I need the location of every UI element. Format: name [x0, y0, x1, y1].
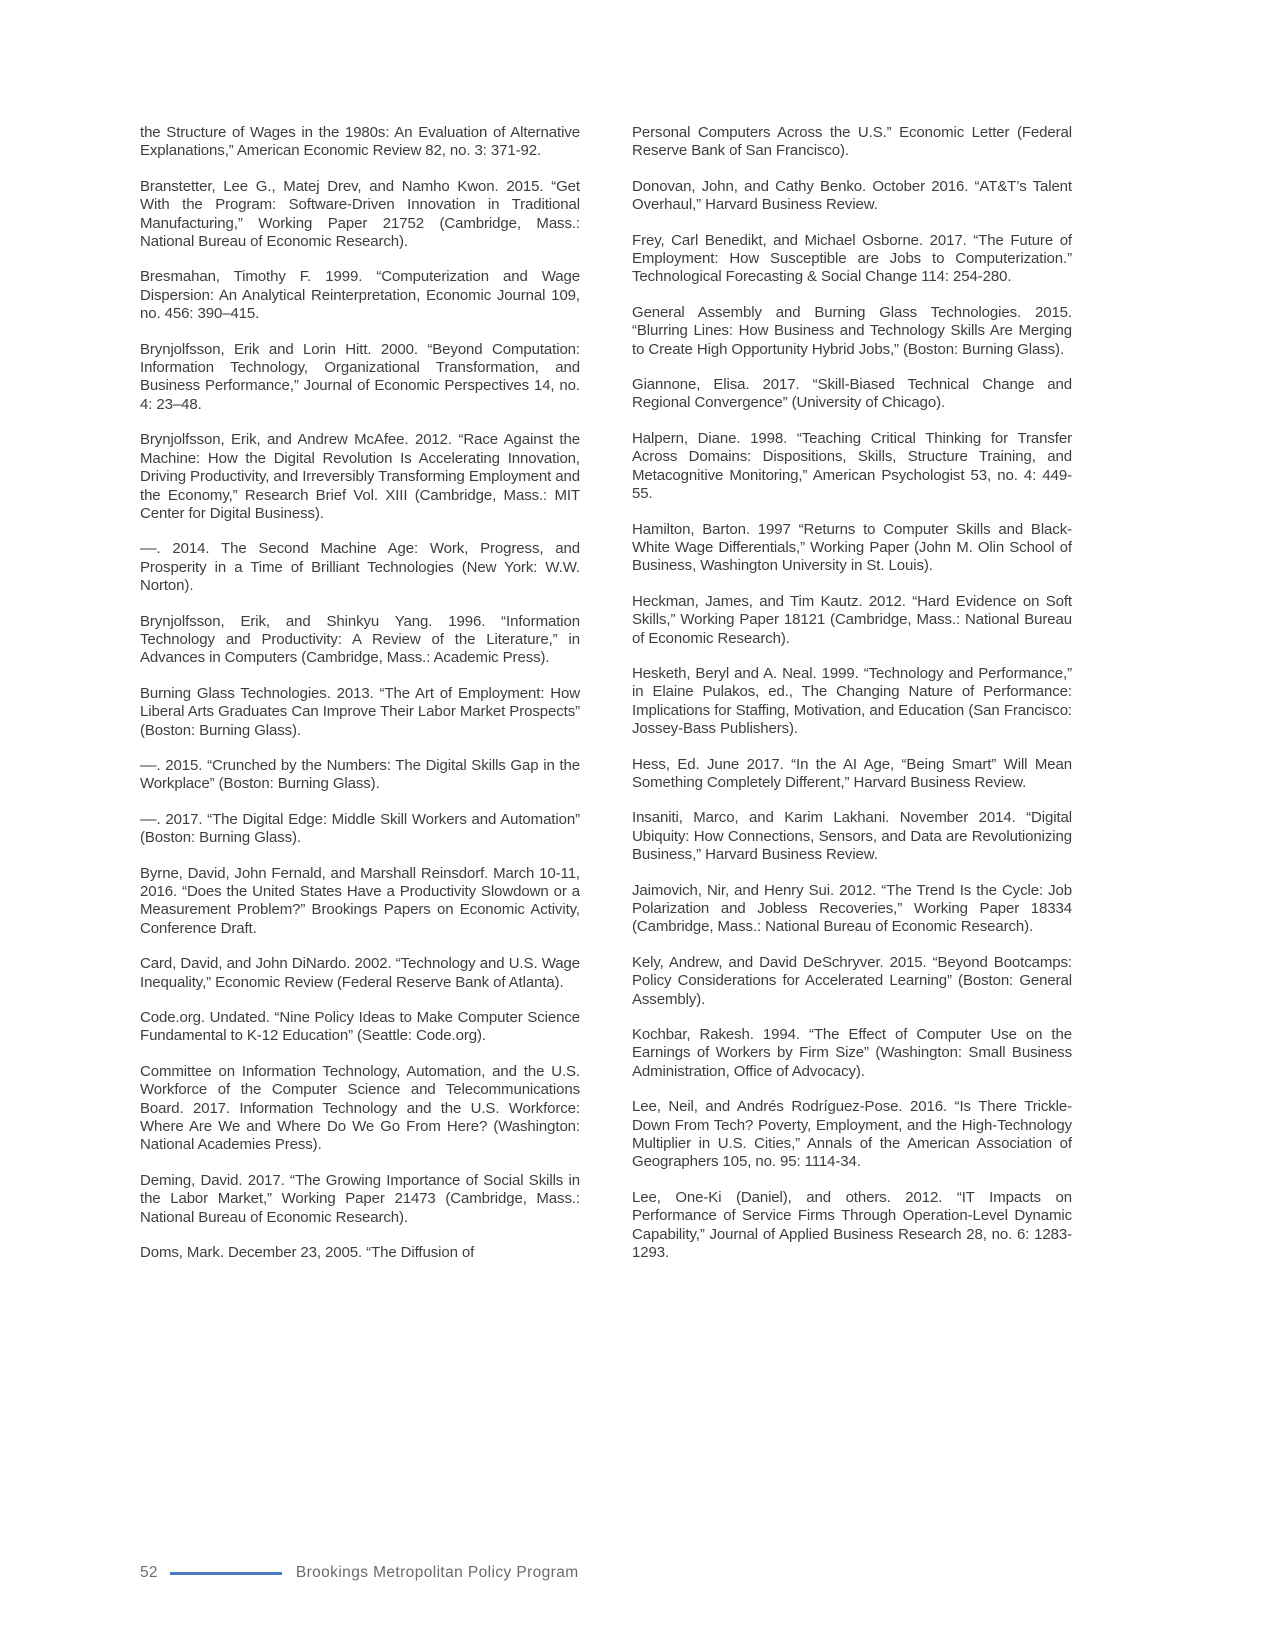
- footer-program-label: Brookings Metropolitan Policy Program: [295, 1564, 579, 1581]
- page-number: 52: [140, 1564, 158, 1581]
- reference-entry: Hesketh, Beryl and A. Neal. 1999. “Technology and Performance,” in Elaine Pulakos, ed., The Changing Nature of Performance: Implications for Staffing, Motivation, and Education (San Francisco: Jossey-Bass Publishers).: [632, 664, 1072, 738]
- reference-entry: Committee on Information Technology, Automation, and the U.S. Workforce of the Computer Science and Telecommunications Board. 2017. Information Technology and the U.S. Workforce: Where Are We and Where Do We Go From Here? (Washington: National Academies Press).: [140, 1062, 580, 1154]
- reference-entry: Bresmahan, Timothy F. 1999. “Computerization and Wage Dispersion: An Analytical Reinterpretation, Economic Journal 109, no. 456: 390–415.: [140, 268, 580, 323]
- reference-entry: the Structure of Wages in the 1980s: An Evaluation of Alternative Explanations,” American Economic Review 82, no. 3: 371-92.: [140, 124, 580, 160]
- reference-entry: Deming, David. 2017. “The Growing Importance of Social Skills in the Labor Market,” Working Paper 21473 (Cambridge, Mass.: National Bureau of Economic Research).: [140, 1171, 580, 1226]
- reference-entry: Personal Computers Across the U.S.” Economic Letter (Federal Reserve Bank of San Francisco).: [632, 124, 1072, 160]
- reference-entry: Brynjolfsson, Erik, and Andrew McAfee. 2012. “Race Against the Machine: How the Digital Revolution Is Accelerating Innovation, Driving Productivity, and Irreversibly Transforming Employment and the Economy,” Research Brief Vol. XIII (Cambridge, Mass.: MIT Center for Digital Business).: [140, 431, 580, 522]
- footer-rule: [170, 1572, 282, 1575]
- reference-entry: ––. 2017. “The Digital Edge: Middle Skill Workers and Automation” (Boston: Burning Glass).: [140, 810, 580, 847]
- reference-entry: Lee, One-Ki (Daniel), and others. 2012. “IT Impacts on Performance of Service Firms Through Operation-Level Dynamic Capability,” Journal of Applied Business Research 28, no. 6: 1283-1293.: [632, 1188, 1072, 1262]
- reference-entry: Kochbar, Rakesh. 1994. “The Effect of Computer Use on the Earnings of Workers by Firm Size” (Washington: Small Business Administration, Office of Advocacy).: [632, 1026, 1072, 1080]
- reference-entry: General Assembly and Burning Glass Technologies. 2015. “Blurring Lines: How Business and Technology Skills Are Merging to Create High Opportunity Hybrid Jobs,” (Boston: Burning Glass).: [632, 303, 1072, 358]
- reference-entry: ––. 2014. The Second Machine Age: Work, Progress, and Prosperity in a Time of Brilliant Technologies (New York: W.W. Norton).: [140, 540, 580, 595]
- reference-entry: Hess, Ed. June 2017. “In the AI Age, “Being Smart” Will Mean Something Completely Different,” Harvard Business Review.: [632, 755, 1072, 791]
- reference-entry: Insaniti, Marco, and Karim Lakhani. November 2014. “Digital Ubiquity: How Connections, Sensors, and Data are Revolutionizing Business,” Harvard Business Review.: [632, 809, 1072, 864]
- reference-entry: Doms, Mark. December 23, 2005. “The Diffusion of: [140, 1244, 475, 1262]
- reference-entry: Byrne, David, John Fernald, and Marshall Reinsdorf. March 10-11, 2016. “Does the United States Have a Productivity Slowdown or a Measurement Problem?” Brookings Papers on Economic Activity, Conference Draft.: [140, 864, 580, 937]
- reference-entry: Brynjolfsson, Erik, and Shinkyu Yang. 1996. “Information Technology and Productivity: A Review of the Literature,” in Advances in Computers (Cambridge, Mass.: Academic Press).: [140, 612, 580, 667]
- reference-entry: Giannone, Elisa. 2017. “Skill-Biased Technical Change and Regional Convergence” (University of Chicago).: [632, 376, 1072, 412]
- reference-entry: Code.org. Undated. “Nine Policy Ideas to Make Computer Science Fundamental to K-12 Education” (Seattle: Code.org).: [140, 1009, 580, 1045]
- reference-entry: Card, David, and John DiNardo. 2002. “Technology and U.S. Wage Inequality,” Economic Review (Federal Reserve Bank of Atlanta).: [140, 955, 580, 991]
- reference-entry: Burning Glass Technologies. 2013. “The Art of Employment: How Liberal Arts Graduates Can Improve Their Labor Market Prospects” (Boston: Burning Glass).: [140, 684, 580, 739]
- references-section: [140, 124, 1072, 1263]
- reference-entry: Donovan, John, and Cathy Benko. October 2016. “AT&T’s Talent Overhaul,” Harvard Business Review.: [632, 177, 1072, 214]
- reference-entry: Kely, Andrew, and David DeSchryver. 2015. “Beyond Bootcamps: Policy Considerations for Accelerated Learning” (Boston: General Assembly).: [632, 953, 1072, 1008]
- page-footer: [140, 1563, 579, 1583]
- reference-entry: Frey, Carl Benedikt, and Michael Osborne. 2017. “The Future of Employment: How Susceptible are Jobs to Computerization.” Technological Forecasting & Social Change 114: 254-280.: [632, 231, 1072, 286]
- reference-entry: ––. 2015. “Crunched by the Numbers: The Digital Skills Gap in the Workplace” (Boston: Burning Glass).: [140, 756, 580, 793]
- reference-entry: Branstetter, Lee G., Matej Drev, and Namho Kwon. 2015. “Get With the Program: Software-Driven Innovation in Traditional Manufacturing,” Working Paper 21752 (Cambridge, Mass.: National Bureau of Economic Research).: [140, 177, 580, 251]
- references-column-right: [632, 124, 1072, 1263]
- reference-entry: Jaimovich, Nir, and Henry Sui. 2012. “The Trend Is the Cycle: Job Polarization and Jobless Recoveries,” Working Paper 18334 (Cambridge, Mass.: National Bureau of Economic Research).: [632, 881, 1072, 936]
- reference-entry: Lee, Neil, and Andrés Rodríguez-Pose. 2016. “Is There Trickle-Down From Tech? Poverty, Employment, and the High-Technology Multiplier in U.S. Cities,” Annals of the American Association of Geographers 105, no. 95: 1114-34.: [632, 1098, 1072, 1171]
- reference-entry: Heckman, James, and Tim Kautz. 2012. “Hard Evidence on Soft Skills,” Working Paper 18121 (Cambridge, Mass.: National Bureau of Economic Research).: [632, 592, 1072, 647]
- reference-entry: Halpern, Diane. 1998. “Teaching Critical Thinking for Transfer Across Domains: Dispositions, Skills, Structure Training, and Metacognitive Monitoring,” American Psychologist 53, no. 4: 449-55.: [632, 429, 1072, 503]
- reference-entry: Brynjolfsson, Erik and Lorin Hitt. 2000. “Beyond Computation: Information Technology, Organizational Transformation, and Business Performance,” Journal of Economic Perspectives 14, no. 4: 23–48.: [140, 340, 580, 413]
- references-column-left: [140, 124, 580, 1263]
- reference-entry: Hamilton, Barton. 1997 “Returns to Computer Skills and Black-White Wage Differentials,” Working Paper (John M. Olin School of Business, Washington University in St. Louis).: [632, 520, 1072, 575]
